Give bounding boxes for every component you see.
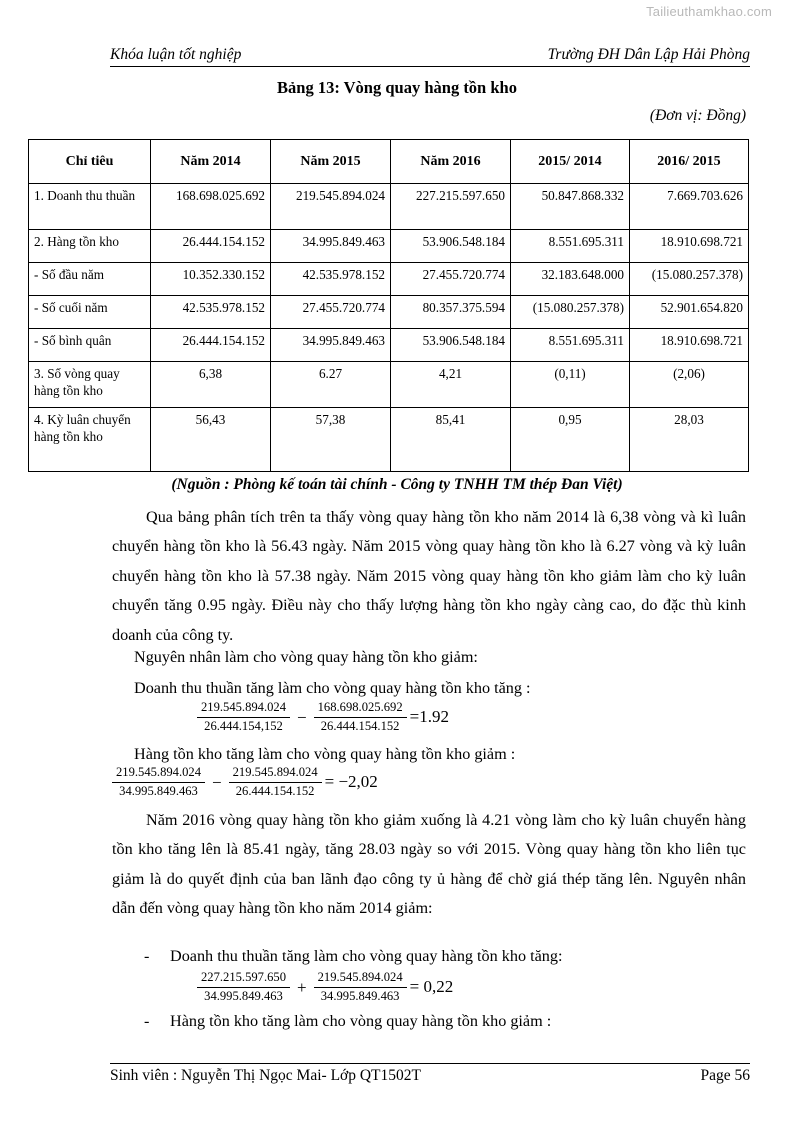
formula-operator: + [297,977,307,997]
table-body [29,184,749,472]
fraction-denominator: 34.995.849.463 [320,988,400,1003]
fraction-numerator: 219.545.894.024 [314,970,407,988]
formula-2016-revenue-effect [197,970,453,1004]
column-header-chi-tieu: Chỉ tiêu [29,140,151,184]
cell-value: 34.995.849.463 [271,230,391,263]
cell-value: 27.455.720.774 [391,263,511,296]
paragraph-text: Doanh thu thuần tăng làm cho vòng quay hàng tồn kho tăng : [134,679,531,697]
unit-label: (Đơn vị: Đồng) [649,107,746,124]
cell-value: 28,03 [630,408,749,472]
column-header-2015-2014: 2015/ 2014 [511,140,630,184]
fraction-first [197,700,290,734]
cell-value: 85,41 [391,408,511,472]
formula-operator: − [212,772,222,792]
table-row [29,362,749,408]
table-row [29,329,749,362]
fraction-numerator: 227.215.597.650 [197,970,290,988]
cell-value: 27.455.720.774 [271,296,391,329]
cell-value: 50.847.868.332 [511,184,630,230]
cell-value: 53.906.548.184 [391,329,511,362]
header-left-text: Khóa luận tốt nghiệp [110,46,242,63]
cell-value: 6.27 [271,362,391,408]
table-row [29,263,749,296]
cell-value: 57,38 [271,408,391,472]
fraction-numerator: 219.545.894.024 [112,765,205,783]
row-label: - Số cuối năm [29,296,151,329]
paragraph-text: Nguyên nhân làm cho vòng quay hàng tồn kho giảm: [134,648,478,666]
fraction-numerator: 219.545.894.024 [197,700,290,718]
formula-result: =1.92 [409,707,449,727]
cell-value: 8.551.695.311 [511,230,630,263]
formula-operator: − [297,707,307,727]
cell-value: 219.545.894.024 [271,184,391,230]
cell-value: (15.080.257.378) [511,296,630,329]
table-source-caption: (Nguồn : Phòng kế toán tài chính - Công ty TNHH TM thép Đan Việt) [171,476,623,493]
cell-value: 0,95 [511,408,630,472]
fraction-denominator: 34.995.849.463 [119,783,198,798]
column-header-2016-2015: 2016/ 2015 [630,140,749,184]
formula-result: = −2,02 [324,772,378,792]
fraction-denominator: 34.995.849.463 [204,988,283,1003]
cell-value: 6,38 [151,362,271,408]
inventory-turnover-table [28,139,749,472]
running-footer [110,1063,750,1085]
fraction-denominator: 26.444.154.152 [235,783,315,798]
bullet-dash: - [144,947,150,965]
row-label: 4. Kỳ luân chuyển hàng tồn kho [29,408,151,472]
table-row [29,184,749,230]
cell-value: (15.080.257.378) [630,263,749,296]
cell-value: (0,11) [511,362,630,408]
fraction-numerator: 219.545.894.024 [229,765,322,783]
header-right-text: Trường ĐH Dân Lập Hải Phòng [547,46,750,63]
cell-value: 26.444.154.152 [151,329,271,362]
cell-value: 168.698.025.692 [151,184,271,230]
paragraph-text: Năm 2016 vòng quay hàng tồn kho giảm xuống là 4.21 vòng làm cho kỳ luân chuyển hàng tồn kho tăng lên là 85.41 ngày, tăng 28.03 ngày so với 2015. Vòng quay hàng tồn kho liên tục giảm là do quyết định của ban lãnh đạo công ty ủ hàng để chờ giá thép tăng lên. Nguyên nhân dẫn đến vòng quay hàng tồn kho năm 2014 giảm: [112,811,746,918]
fraction-numerator: 168.698.025.692 [314,700,407,718]
footer-page-number: Page 56 [700,1067,750,1084]
fraction-denominator: 26.444.154,152 [204,718,283,733]
column-header-nam-2014: Năm 2014 [151,140,271,184]
paragraph-text: Hàng tồn kho tăng làm cho vòng quay hàng tồn kho giảm : [134,745,516,763]
row-label: - Số bình quân [29,329,151,362]
fraction-first [197,970,290,1004]
cell-value: 32.183.648.000 [511,263,630,296]
cell-value: 56,43 [151,408,271,472]
cell-value: 7.669.703.626 [630,184,749,230]
list-item [112,1009,746,1035]
fraction-second [229,765,322,799]
cell-value: 34.995.849.463 [271,329,391,362]
paragraph-cause-intro [112,643,746,672]
table-header-row [29,140,749,184]
bullet-dash: - [144,1012,150,1030]
row-label: - Số đầu năm [29,263,151,296]
fraction-denominator: 26.444.154.152 [320,718,400,733]
fraction-second [314,700,407,734]
formula-revenue-effect [197,700,449,734]
cell-value: 4,21 [391,362,511,408]
paragraph-analysis [112,503,746,650]
cell-value: 80.357.375.594 [391,296,511,329]
list-item-label: Doanh thu thuần tăng làm cho vòng quay hàng tồn kho tăng: [170,947,563,965]
column-header-nam-2015: Năm 2015 [271,140,391,184]
cell-value: 8.551.695.311 [511,329,630,362]
cell-value: 18.910.698.721 [630,329,749,362]
cell-value: (2,06) [630,362,749,408]
list-item [112,944,746,970]
row-label: 1. Doanh thu thuần [29,184,151,230]
list-item-label: Hàng tồn kho tăng làm cho vòng quay hàng tồn kho giảm : [170,1012,552,1030]
fraction-first [112,765,205,799]
inventory-turnover-table-wrapper [28,139,748,472]
cell-value: 227.215.597.650 [391,184,511,230]
page-title: Bảng 13: Vòng quay hàng tồn kho [277,78,517,97]
cell-value: 26.444.154.152 [151,230,271,263]
cell-value: 52.901.654.820 [630,296,749,329]
cell-value: 10.352.330.152 [151,263,271,296]
fraction-second [314,970,407,1004]
paragraph-2016-analysis [112,806,746,924]
cell-value: 42.535.978.152 [151,296,271,329]
table-row [29,408,749,472]
cell-value: 42.535.978.152 [271,263,391,296]
table-row [29,230,749,263]
cell-value: 18.910.698.721 [630,230,749,263]
footer-student-info: Sinh viên : Nguyễn Thị Ngọc Mai- Lớp QT1502T [110,1067,421,1084]
paragraph-text: Qua bảng phân tích trên ta thấy vòng quay hàng tồn kho năm 2014 là 6,38 vòng và kì luân chuyển hàng tồn kho là 56.43 ngày. Năm 2015 vòng quay hàng tồn kho là 6.27 vòng và kỳ luân chuyển hàng tồn kho là 57.38 ngày. Năm 2015 vòng quay hàng tồn kho giảm làm cho kỳ luân chuyển tăng 0.95 ngày. Điều này cho thấy lượng hàng tồn kho ngày càng cao, do đặc thù kinh doanh của công ty. [112,508,746,644]
running-header [110,46,750,67]
cell-value: 53.906.548.184 [391,230,511,263]
row-label: 2. Hàng tồn kho [29,230,151,263]
watermark-text: Tailieuthamkhao.com [646,4,772,19]
formula-inventory-effect [112,765,378,799]
table-row [29,296,749,329]
column-header-nam-2016: Năm 2016 [391,140,511,184]
row-label: 3. Số vòng quay hàng tồn kho [29,362,151,408]
formula-result: = 0,22 [409,977,454,997]
